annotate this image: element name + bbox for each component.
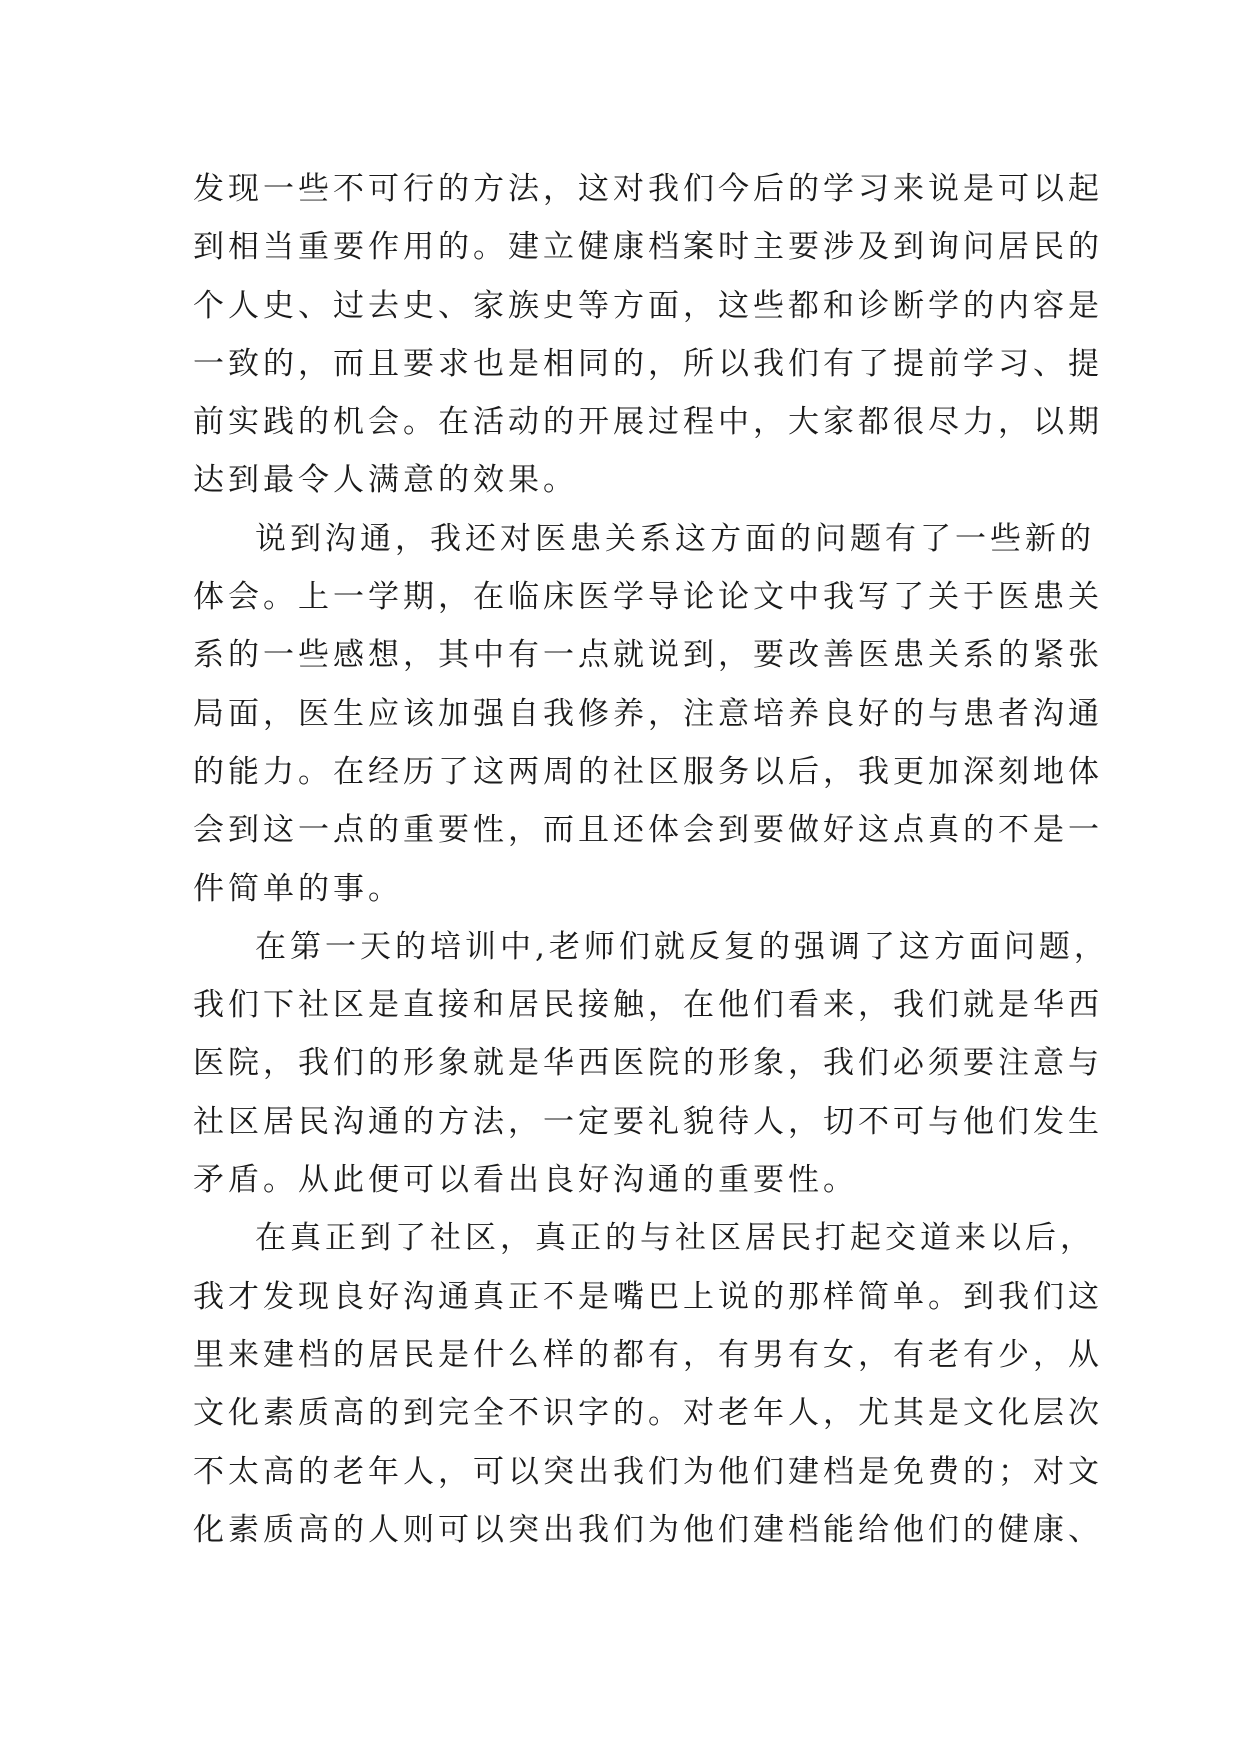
text-line: 社区居民沟通的方法，一定要礼貌待人，切不可与他们发生 (193, 1103, 1103, 1140)
text-line: 的能力。在经历了这两周的社区服务以后，我更加深刻地体 (193, 753, 1103, 790)
text-line: 局面，医生应该加强自我修养，注意培养良好的与患者沟通 (193, 695, 1103, 732)
text-line: 医院，我们的形象就是华西医院的形象，我们必须要注意与 (193, 1045, 1103, 1082)
text-line: 件简单的事。 (193, 870, 403, 907)
text-line: 化素质高的人则可以突出我们为他们建档能给他们的健康、 (193, 1511, 1103, 1548)
paragraph-first-line: 在真正到了社区，真正的与社区居民打起交道来以后， (255, 1220, 1095, 1257)
text-line: 个人史、过去史、家族史等方面，这些都和诊断学的内容是 (193, 287, 1103, 324)
text-line: 发现一些不可行的方法，这对我们今后的学习来说是可以起 (193, 171, 1103, 207)
text-line: 系的一些感想，其中有一点就说到，要改善医患关系的紧张 (193, 637, 1103, 674)
text-line: 会到这一点的重要性，而且还体会到要做好这点真的不是一 (193, 812, 1103, 849)
text-line: 前实践的机会。在活动的开展过程中，大家都很尽力，以期 (193, 404, 1103, 441)
paragraph-first-line: 在第一天的培训中,老师们就反复的强调了这方面问题， (255, 928, 1109, 965)
text-line: 不太高的老年人，可以突出我们为他们建档是免费的；对文 (193, 1453, 1103, 1490)
text-line: 达到最令人满意的效果。 (193, 462, 578, 499)
text-line: 体会。上一学期，在临床医学导论论文中我写了关于医患关 (193, 579, 1103, 616)
text-line: 矛盾。从此便可以看出良好沟通的重要性。 (193, 1162, 858, 1199)
text-line: 我们下社区是直接和居民接触，在他们看来，我们就是华西 (193, 987, 1103, 1024)
text-line: 到相当重要作用的。建立健康档案时主要涉及到询问居民的 (193, 229, 1103, 266)
body-text (193, 160, 1109, 1559)
text-line: 里来建档的居民是什么样的都有，有男有女，有老有少，从 (193, 1336, 1103, 1373)
paragraph-first-line: 说到沟通，我还对医患关系这方面的问题有了一些新的 (255, 520, 1095, 557)
text-line: 文化素质高的到完全不识字的。对老年人，尤其是文化层次 (193, 1395, 1103, 1432)
text-line: 一致的，而且要求也是相同的，所以我们有了提前学习、提 (193, 345, 1103, 382)
text-line: 我才发现良好沟通真正不是嘴巴上说的那样简单。到我们这 (193, 1278, 1103, 1315)
